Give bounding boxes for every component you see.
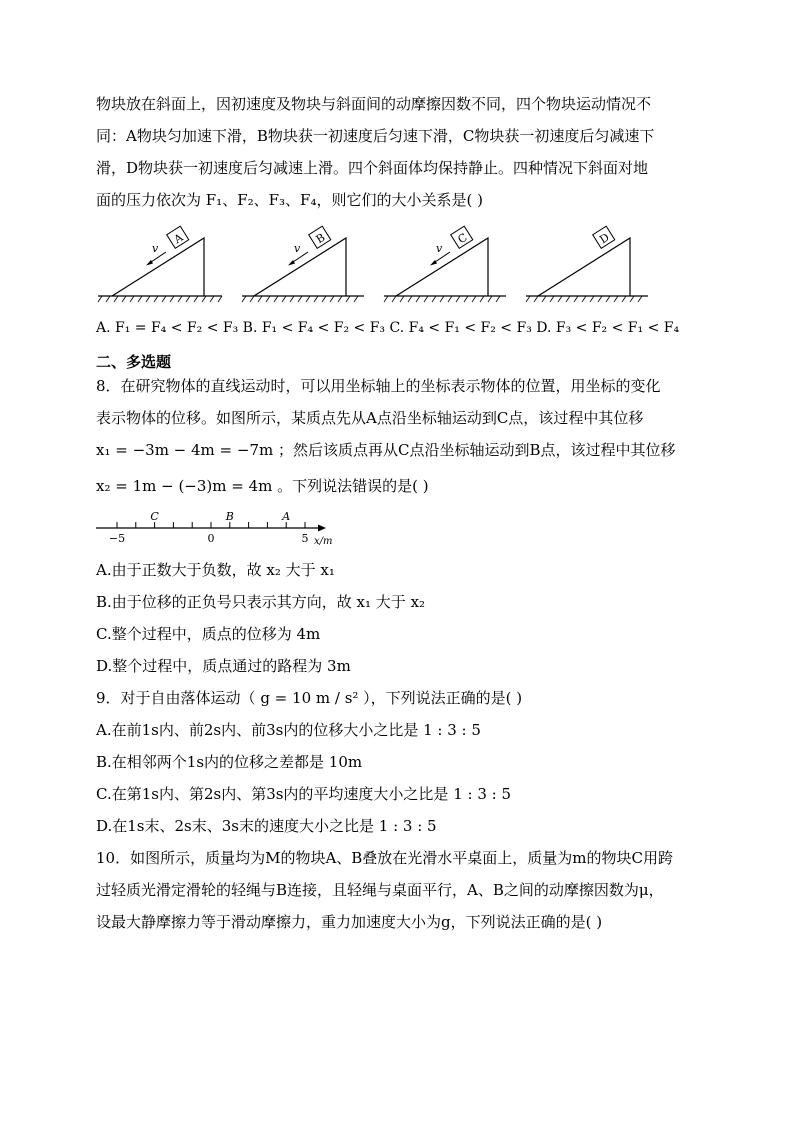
velocity-label-c: v: [436, 242, 443, 255]
incline-figure-d: [526, 226, 648, 302]
q8-option-c: C.整个过程中，质点的位移为 4m: [96, 625, 321, 643]
q8-option-d: D.整个过程中，质点通过的路程为 3m: [96, 657, 351, 675]
q9-stem: 9．对于自由落体运动（ g = 10 m / s² ），下列说法正确的是( ): [96, 689, 523, 707]
q10-stem-line-1: 10．如图所示，质量均为M的物块A、B叠放在光滑水平桌面上，质量为m的物块C用跨: [96, 849, 674, 867]
q7-stem-line-1: 物块放在斜面上，因初速度及物块与斜面间的动摩擦因数不同，四个物块运动情况不: [96, 95, 652, 113]
q9-option-b: B.在相邻两个1s内的位移之差都是 10m: [96, 753, 363, 771]
q9-option-c: C.在第1s内、第2s内、第3s内的平均速度大小之比是 1 : 3 : 5: [96, 785, 512, 803]
number-line-svg: [96, 508, 346, 548]
block-label-b: B: [313, 230, 328, 247]
velocity-label-b: v: [294, 242, 301, 255]
q8-option-b: B.由于位移的正负号只表示其方向，故 x₁ 大于 x₂: [96, 593, 426, 611]
q8-stem-line-1: 8．在研究物体的直线运动时，可以用坐标轴上的坐标表示物体的位置，用坐标的变化: [96, 377, 661, 395]
block-label-c: C: [455, 230, 470, 247]
q7-incline-figures: [96, 222, 656, 304]
tick-label-5: 5: [301, 532, 309, 545]
axis-unit-label: x/m: [314, 536, 333, 547]
q7-options: A. F₁ = F₄ < F₂ < F₃ B. F₁ < F₄ < F₂ < F₃ C. F₄ < F₁ < F₂ < F₃ D. F₃ < F₂ < F₁ < F₄: [96, 320, 680, 336]
tick-label-neg5: −5: [108, 532, 126, 545]
velocity-label-a: v: [152, 242, 159, 255]
q10-stem-line-3: 设最大静摩擦力等于滑动摩擦力，重力加速度大小为g，下列说法正确的是( ): [96, 913, 603, 931]
q8-stem-line-2: 表示物体的位移。如图所示，某质点先从A点沿坐标轴运动到C点，该过程中其位移: [96, 409, 644, 427]
tick-label-0: 0: [207, 532, 215, 545]
incline-figure-a: [98, 226, 222, 302]
block-label-d: D: [597, 230, 612, 247]
q8-stem-line-3: x₁ = −3m − 4m = −7m ；然后该质点再从C点沿坐标轴运动到B点，该过程中其位移: [96, 441, 676, 459]
q7-stem-line-4: 面的压力依次为 F₁、F₂、F₃、F₄，则它们的大小关系是( ): [96, 191, 483, 209]
q9-option-a: A.在前1s内、前2s内、前3s内的位移大小之比是 1 : 3 : 5: [96, 721, 481, 739]
q7-stem-line-2: 同：A物块匀加速下滑，B物块获一初速度后匀速下滑，C物块获一初速度后匀减速下: [96, 127, 655, 145]
point-label-b: B: [225, 510, 234, 523]
q8-option-a: A.由于正数大于负数，故 x₂ 大于 x₁: [96, 561, 335, 579]
q7-incline-svg: [96, 222, 656, 304]
section-heading: 二、多选题: [96, 353, 172, 371]
point-label-a: A: [282, 510, 291, 523]
q9-option-d: D.在1s末、2s末、3s末的速度大小之比是 1 : 3 : 5: [96, 817, 437, 835]
q10-stem-line-2: 过轻质光滑定滑轮的轻绳与B连接，且轻绳与桌面平行，A、B之间的动摩擦因数为μ，: [96, 881, 664, 899]
q8-number-line: [96, 508, 346, 548]
point-label-c: C: [150, 510, 159, 523]
incline-figure-c: [384, 226, 506, 302]
q8-stem-line-4: x₂ = 1m − (−3)m = 4m 。下列说法错误的是( ): [96, 477, 429, 495]
q7-stem-line-3: 滑，D物块获一初速度后匀减速上滑。四个斜面体均保持静止。四种情况下斜面对地: [96, 159, 649, 177]
incline-figure-b: [242, 226, 364, 302]
block-label-a: A: [171, 230, 186, 247]
